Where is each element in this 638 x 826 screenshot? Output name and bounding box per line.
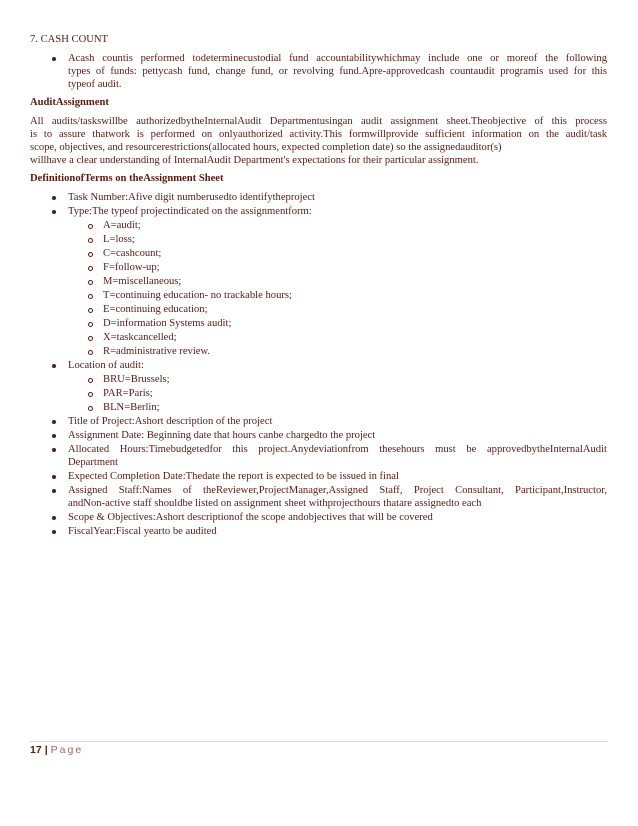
audit-assignment-heading: AuditAssignment	[30, 97, 109, 108]
audit-assignment-line-1: All audits/taskswillbe authorizedbytheInternalAudit Departmentusingan audit assignment sheet.Theobjective of this process	[30, 116, 607, 127]
audit-assignment-line-2: is to assure thatwork is performed on onlyauthorized activity.This formwillprovide sufficient information on the audit/task	[30, 129, 607, 140]
definition-scope-objectives: Scope & Objectives:Ashort descriptionof the scope andobjectives that will be covered	[68, 512, 433, 523]
type-item: T=continuing education- no trackable hours;	[103, 290, 292, 301]
definition-task-number: Task Number:Afive digit numberusedto identifytheproject	[68, 192, 315, 203]
location-item: BLN=Berlin;	[103, 402, 160, 413]
definition-assigned-staff-line-2: andNon-active staff shouldbe listed on assignment sheet withprojecthours thatare assignedto each	[68, 498, 482, 509]
definition-assigned-staff-line-1: Assigned Staff:Names of theReviewer,ProjectManager,Assigned Staff, Project Consultant, Participant,Instructor,	[68, 485, 607, 496]
type-item: X=taskcancelled;	[103, 332, 177, 343]
definition-expected-completion: Expected Completion Date:Thedate the report is expected to be issued in final	[68, 471, 399, 482]
type-item: C=cashcount;	[103, 248, 162, 259]
type-item: R=administrative review.	[103, 346, 211, 357]
type-item: E=continuing education;	[103, 304, 208, 315]
page-number: 17	[30, 744, 42, 756]
audit-assignment-line-4: willhave a clear understanding of InternalAudit Department's expectations for their particular assignment.	[30, 155, 479, 166]
type-item: L=loss;	[103, 234, 135, 245]
cash-count-bullet-line-3: typeof audit.	[68, 79, 122, 90]
definition-assignment-date: Assignment Date: Beginning date that hours canbe chargedto the project	[68, 430, 376, 441]
definition-allocated-hours-line-2: Department	[68, 457, 119, 468]
footer-separator: |	[44, 744, 48, 756]
location-item: BRU=Brussels;	[103, 374, 170, 385]
page-label: Page	[50, 744, 84, 756]
definitions-heading: DefinitionofTerms on theAssignment Sheet	[30, 173, 224, 184]
location-item: PAR=Paris;	[103, 388, 153, 399]
page-footer	[30, 744, 83, 756]
audit-assignment-line-3: scope, objectives, and resourcerestrictions(allocated hours, expected completion date) so the assignedauditor(s)	[30, 142, 502, 153]
type-item: M=miscellaneous;	[103, 276, 182, 287]
cash-count-bullet-line-1: Acash countis performed todeterminecustodial fund accountabilitywhichmay include one or moreof the following	[68, 53, 607, 64]
definition-location: Location of audit:	[68, 360, 144, 371]
type-item: D=information Systems audit;	[103, 318, 232, 329]
definition-type: Type:The typeof projectindicated on the assignmentform:	[68, 206, 312, 217]
type-item: F=follow-up;	[103, 262, 160, 273]
definition-fiscal-year: FiscalYear:Fiscal yearto be audited	[68, 526, 217, 537]
cash-count-bullet-line-2: types of funds: pettycash fund, change fund, or revolving fund.Apre-approvedcash countaudit programis used for this	[68, 66, 607, 77]
type-item: A=audit;	[103, 220, 141, 231]
footer-divider	[30, 741, 608, 742]
definition-allocated-hours-line-1: Allocated Hours:Timebudgetedfor this project.Anydeviationfrom thesehours must be approvedbytheInternalAudit	[68, 444, 607, 455]
definition-title-of-project: Title of Project:Ashort description of the project	[68, 416, 273, 427]
section-heading-cash-count: 7. CASH COUNT	[30, 34, 108, 45]
